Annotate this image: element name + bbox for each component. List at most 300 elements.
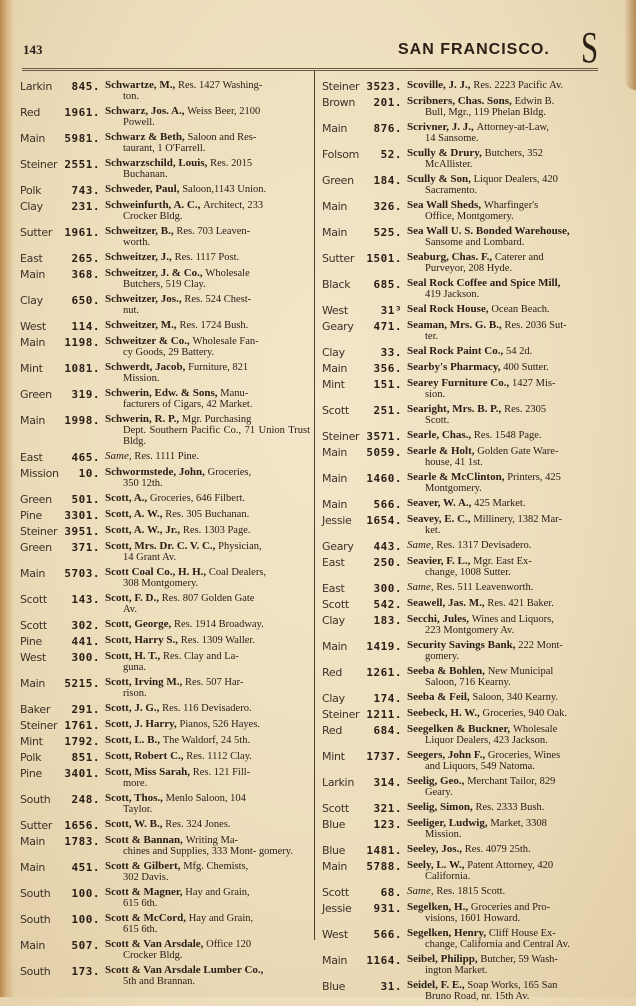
- exchange-name: Main: [322, 860, 348, 873]
- entry-body: [407, 902, 608, 924]
- listing-detail: Manu-: [220, 388, 249, 399]
- listing-name: Scott, Harry S.,: [105, 634, 179, 646]
- directory-entry: [20, 735, 310, 747]
- exchange-name: Main: [322, 200, 348, 213]
- exchange-name: Steiner: [20, 719, 58, 732]
- directory-entry: [20, 767, 310, 789]
- listing-detail: Res. 1317 Devisadero.: [436, 540, 532, 551]
- header-rule: [22, 68, 598, 71]
- entry-body: [407, 614, 608, 636]
- listing-name: Seebeck, H. W.,: [407, 707, 480, 719]
- listing-detail: Edwin B.: [514, 96, 555, 107]
- directory-entry: [322, 582, 608, 594]
- listing-continuation: 615 6th.: [123, 924, 158, 935]
- listing-detail: 1427 Mis-: [512, 378, 556, 389]
- directory-entry: [322, 226, 608, 248]
- entry-body: [105, 294, 310, 316]
- exchange-name: South: [20, 965, 51, 978]
- phone-number: 2551.: [64, 158, 100, 171]
- listing-detail: Res. 305 Buchanan.: [165, 509, 250, 520]
- entry-body: [407, 346, 608, 357]
- listing-continuation: Saloon, 716 Kearny.: [425, 677, 511, 688]
- entry-body: [105, 158, 310, 180]
- exchange-name: Polk: [20, 751, 42, 764]
- entry-body: [407, 200, 608, 222]
- exchange-name: Clay: [20, 200, 43, 213]
- entry-body: [407, 362, 608, 373]
- entry-body: [407, 692, 608, 703]
- listing-detail: 222 Mont-: [518, 640, 563, 651]
- listing-continuation: sion.: [425, 389, 446, 400]
- listing-name: Scott, Miss Sarah,: [105, 766, 190, 778]
- listing-continuation: chines and Supplies, 333 Mont- gomery.: [123, 846, 293, 857]
- directory-entry: [322, 346, 608, 358]
- phone-number: 291.: [71, 703, 100, 716]
- phone-number: 250.: [373, 556, 402, 569]
- exchange-name: Geary: [322, 320, 354, 333]
- directory-entry: [20, 819, 310, 831]
- phone-number: 123.: [373, 818, 402, 831]
- directory-entry: [322, 540, 608, 552]
- listing-continuation: 14 Grant Av.: [123, 552, 177, 563]
- entry-body: [407, 776, 608, 798]
- listing-detail: Wholesale: [512, 724, 558, 735]
- directory-entry: [20, 200, 310, 222]
- same-marker: Same,: [407, 539, 434, 551]
- listing-detail: Res. 1724 Bush.: [179, 320, 249, 331]
- left-column: [20, 80, 310, 991]
- phone-number: 174.: [373, 692, 402, 705]
- directory-entry: [20, 861, 310, 883]
- listing-detail: Res. 524 Chest-: [184, 294, 252, 305]
- listing-continuation: Montgomery.: [425, 483, 482, 494]
- exchange-name: East: [322, 582, 345, 595]
- entry-body: [105, 132, 310, 154]
- listing-detail: Res. Clay and La-: [162, 651, 239, 662]
- phone-number: 743.: [71, 184, 100, 197]
- directory-entry: [322, 844, 608, 856]
- phone-number: 1961.: [64, 226, 100, 239]
- phone-number: 33.: [380, 346, 402, 359]
- exchange-name: Main: [322, 954, 348, 967]
- exchange-name: Green: [20, 388, 52, 401]
- exchange-name: Mint: [20, 362, 43, 375]
- listing-name: Scott, A.,: [105, 492, 148, 504]
- entry-body: [407, 582, 608, 593]
- column-divider: [314, 71, 315, 940]
- entry-body: [105, 593, 310, 615]
- exchange-name: Blue: [322, 980, 346, 993]
- listing-name: Schweder, Paul,: [105, 183, 180, 195]
- listing-detail: Weiss Beer, 2100: [187, 106, 261, 117]
- phone-number: 321.: [373, 802, 402, 815]
- entry-body: [105, 735, 310, 746]
- listing-continuation: Liquor Dealers, 423 Jackson.: [425, 735, 548, 746]
- phone-number: 143.: [71, 593, 100, 606]
- entry-body: [407, 540, 608, 551]
- directory-entry: [20, 793, 310, 815]
- listing-detail: Wines and Liquors,: [471, 614, 554, 625]
- directory-entry: [20, 593, 310, 615]
- listing-name: Searle, Chas.,: [407, 429, 472, 441]
- listing-continuation: ington Market.: [425, 965, 488, 976]
- exchange-name: Main: [322, 122, 348, 135]
- listing-detail: Furniture, 821: [188, 362, 249, 373]
- phone-number: 52.: [380, 148, 402, 161]
- listing-name: Schwerin, Edw. & Sons,: [105, 387, 218, 399]
- entry-body: [407, 122, 608, 144]
- listing-continuation: change, 1008 Sutter.: [425, 567, 511, 578]
- listing-name: Seavey, E. C.,: [407, 513, 471, 525]
- listing-name: Scott, J. Harry,: [105, 718, 177, 730]
- listing-name: Scribners, Chas. Sons,: [407, 95, 512, 107]
- listing-detail: Pianos, 526 Hayes.: [179, 719, 261, 730]
- entry-body: [407, 378, 608, 400]
- directory-entry: [20, 541, 310, 563]
- directory-entry: [322, 724, 608, 746]
- listing-detail: Mgr. East Ex-: [473, 556, 532, 567]
- phone-number: 1164.: [366, 954, 402, 967]
- entry-body: [105, 913, 310, 935]
- listing-continuation: Butchers, 519 Clay.: [123, 279, 206, 290]
- exchange-name: West: [20, 320, 46, 333]
- directory-entry: [20, 677, 310, 699]
- listing-name: Schweitzer, J. & Co.,: [105, 267, 203, 279]
- phone-number: 300.: [373, 582, 402, 595]
- phone-number: 566.: [373, 498, 402, 511]
- listing-continuation: nut.: [123, 305, 140, 316]
- entry-body: [407, 252, 608, 274]
- directory-entry: [20, 835, 310, 857]
- listing-continuation: 5th and Brannan.: [123, 976, 196, 987]
- exchange-name: Main: [20, 861, 46, 874]
- listing-name: Scott, A. W., Jr.,: [105, 524, 181, 536]
- exchange-name: Steiner: [322, 430, 360, 443]
- phone-number: 173.: [71, 965, 100, 978]
- listing-continuation: Office, Montgomery.: [425, 211, 514, 222]
- listing-detail: Hay and Grain,: [188, 913, 254, 924]
- entry-body: [407, 96, 608, 118]
- page-header: [0, 23, 636, 72]
- phone-number: 1501.: [366, 252, 402, 265]
- entry-body: [105, 252, 310, 263]
- exchange-name: Clay: [322, 346, 345, 359]
- exchange-name: South: [20, 913, 51, 926]
- listing-detail: Groceries and Pro-: [470, 902, 551, 913]
- entry-body: [105, 388, 310, 410]
- listing-name: Schweitzer, M.,: [105, 319, 177, 331]
- phone-number: 3401.: [64, 767, 100, 780]
- entry-body: [407, 320, 608, 342]
- exchange-name: Main: [20, 268, 46, 281]
- listing-continuation: 302 Davis.: [123, 872, 169, 883]
- exchange-name: Red: [322, 724, 342, 737]
- entry-body: [105, 467, 310, 489]
- listing-name: Segelken, Henry,: [407, 927, 487, 939]
- listing-name: Scully & Son,: [407, 173, 471, 185]
- listing-name: Seegelken & Buckner,: [407, 723, 511, 735]
- phone-number: 356.: [373, 362, 402, 375]
- exchange-name: Main: [322, 498, 348, 511]
- phone-number: 845.: [71, 80, 100, 93]
- entry-body: [407, 498, 608, 509]
- listing-detail: The Waldorf, 24 5th.: [162, 735, 251, 746]
- directory-entry: [322, 692, 608, 704]
- entry-body: [105, 635, 310, 646]
- listing-continuation: ket.: [425, 525, 441, 536]
- directory-entry: [322, 430, 608, 442]
- listing-detail: Groceries, Wines: [487, 750, 561, 761]
- listing-detail: 425 Market.: [474, 498, 526, 509]
- entry-body: [105, 861, 310, 883]
- directory-entry: [322, 802, 608, 814]
- phone-number: 1998.: [64, 414, 100, 427]
- directory-entry: [322, 640, 608, 662]
- directory-entry: [20, 106, 310, 128]
- directory-entry: [20, 493, 310, 505]
- exchange-name: Scott: [20, 593, 47, 606]
- listing-name: Seelig, Simon,: [407, 801, 473, 813]
- exchange-name: Main: [20, 677, 46, 690]
- exchange-name: Jessie: [322, 514, 352, 527]
- exchange-name: Mint: [322, 378, 345, 391]
- phone-number: 5059.: [366, 446, 402, 459]
- directory-entry: [322, 514, 608, 536]
- listing-continuation: Sacramento.: [425, 185, 478, 196]
- phone-number: 3523.: [366, 80, 402, 93]
- listing-continuation: Purveyor, 208 Hyde.: [425, 263, 513, 274]
- listing-name: Searby's Pharmacy,: [407, 361, 501, 373]
- directory-entry: [20, 567, 310, 589]
- phone-number: 3951.: [64, 525, 100, 538]
- listing-detail: Wholesale Fan-: [192, 336, 259, 347]
- phone-number: 302.: [71, 619, 100, 632]
- entry-body: [105, 965, 310, 987]
- listing-detail: Res. 703 Leaven-: [176, 226, 251, 237]
- entry-body: [105, 80, 310, 102]
- listing-continuation: 615 6th.: [123, 898, 158, 909]
- listing-detail: Wharfinger's: [483, 200, 539, 211]
- phone-number: 566.: [373, 928, 402, 941]
- listing-name: Sea Wall U. S. Bonded Warehouse,: [407, 225, 570, 237]
- directory-entry: [322, 304, 608, 316]
- listing-detail: Attorney-at-Law,: [476, 122, 550, 133]
- entry-body: [407, 446, 608, 468]
- entry-body: [407, 844, 608, 855]
- listing-detail: Office 120: [206, 939, 252, 950]
- listing-detail: Res. 1112 Clay.: [186, 751, 252, 762]
- listing-continuation: Buchanan.: [123, 169, 168, 180]
- entry-body: [407, 598, 608, 609]
- exchange-name: East: [20, 252, 43, 265]
- entry-body: [407, 514, 608, 536]
- listing-name: Seaver, W. A.,: [407, 497, 472, 509]
- entry-body: [407, 928, 608, 950]
- listing-name: Seeley, Jos.,: [407, 843, 462, 855]
- exchange-name: Sutter: [20, 819, 53, 832]
- phone-number: 1211.: [366, 708, 402, 721]
- right-column: [322, 80, 608, 1006]
- entry-body: [105, 451, 310, 462]
- exchange-name: Green: [20, 493, 52, 506]
- listing-name: Seal Rock Coffee and Spice Mill,: [407, 277, 561, 289]
- exchange-name: Scott: [322, 598, 349, 611]
- same-marker: Same,: [407, 581, 434, 593]
- listing-name: Scott, W. B.,: [105, 818, 163, 830]
- directory-entry: [20, 965, 310, 987]
- listing-name: Seal Rock House,: [407, 303, 489, 315]
- listing-detail: Merchant Tailor, 829: [467, 776, 556, 787]
- directory-entry: [20, 388, 310, 410]
- entry-body: [407, 818, 608, 840]
- listing-name: Schweinfurth, A. C.,: [105, 199, 201, 211]
- phone-number: 100.: [71, 887, 100, 900]
- entry-body: [407, 278, 608, 300]
- listing-continuation: 350 12th.: [123, 478, 163, 489]
- phone-number: 184.: [373, 174, 402, 187]
- entry-body: [105, 525, 310, 536]
- entry-body: [407, 980, 608, 1002]
- exchange-name: Main: [20, 567, 46, 580]
- listing-continuation: facturers of Cigars, 42 Market.: [123, 399, 253, 410]
- listing-continuation: Mission.: [425, 829, 462, 840]
- entry-body: [407, 666, 608, 688]
- listing-detail: Res. 2333 Bush.: [475, 802, 545, 813]
- listing-continuation: Powell.: [123, 117, 155, 128]
- entry-body: [105, 887, 310, 909]
- entry-body: [407, 430, 608, 441]
- directory-entry: [322, 886, 608, 898]
- exchange-name: Main: [322, 640, 348, 653]
- exchange-name: Green: [322, 174, 354, 187]
- listing-detail: Coal Dealers,: [208, 567, 267, 578]
- listing-name: Schwarzschild, Louis,: [105, 157, 208, 169]
- phone-number: 684.: [373, 724, 402, 737]
- listing-name: Scrivner, J. J.,: [407, 121, 474, 133]
- exchange-name: East: [322, 556, 345, 569]
- listing-name: Scully & Drury,: [407, 147, 482, 159]
- listing-name: Schweitzer, J.,: [105, 251, 172, 263]
- exchange-name: Main: [322, 446, 348, 459]
- directory-entry: [322, 556, 608, 578]
- listing-detail: Groceries, 940 Oak.: [482, 708, 568, 719]
- entry-body: [407, 226, 608, 248]
- entry-body: [407, 472, 608, 494]
- listing-name: Schwerin, R. P.,: [105, 413, 180, 425]
- listing-name: Schwormstede, John,: [105, 466, 205, 478]
- listing-name: Seeba & Feil,: [407, 691, 470, 703]
- phone-number: 5788.: [366, 860, 402, 873]
- listing-continuation: house, 41 1st.: [425, 457, 483, 468]
- listing-continuation: Taylor.: [123, 804, 153, 815]
- phone-number: 501.: [71, 493, 100, 506]
- phone-number: 5981.: [64, 132, 100, 145]
- listing-detail: Printers, 425: [507, 472, 561, 483]
- listing-name: Scott Coal Co., H. H.,: [105, 566, 207, 578]
- phone-number: 1460.: [366, 472, 402, 485]
- directory-entry: [20, 158, 310, 180]
- phone-number: 1654.: [366, 514, 402, 527]
- exchange-name: Main: [20, 414, 46, 427]
- directory-entry: [20, 294, 310, 316]
- listing-detail: 400 Sutter.: [503, 362, 549, 373]
- exchange-name: Mint: [20, 735, 43, 748]
- entry-body: [407, 724, 608, 746]
- entry-body: [407, 640, 608, 662]
- entry-body: [407, 174, 608, 196]
- exchange-name: Pine: [20, 767, 42, 780]
- listing-name: Seaburg, Chas. F.,: [407, 251, 493, 263]
- phone-number: 507.: [71, 939, 100, 952]
- entry-body: [105, 703, 310, 714]
- page-number: 143: [23, 42, 43, 57]
- exchange-name: South: [20, 793, 51, 806]
- directory-entry: [322, 378, 608, 400]
- listing-continuation: visions, 1601 Howard.: [425, 913, 521, 924]
- phone-number: 326.: [373, 200, 402, 213]
- listing-detail: Saloon, 340 Kearny.: [472, 692, 559, 703]
- entry-body: [105, 493, 310, 504]
- listing-detail: Patent Attorney, 420: [467, 860, 554, 871]
- entry-body: [105, 939, 310, 961]
- entry-body: [105, 651, 310, 673]
- listing-name: Searle & McClinton,: [407, 471, 505, 483]
- listing-name: Scott, L. B.,: [105, 734, 160, 746]
- exchange-name: Main: [20, 336, 46, 349]
- phone-number: 31.: [380, 980, 402, 993]
- listing-detail: Res. 1427 Washing-: [178, 80, 263, 91]
- exchange-name: Scott: [322, 886, 349, 899]
- entry-body: [105, 200, 310, 222]
- listing-name: Schweitzer & Co.,: [105, 335, 190, 347]
- entry-body: [105, 719, 310, 730]
- phone-number: 201.: [373, 96, 402, 109]
- listing-name: Seibel, Philipp,: [407, 953, 478, 965]
- exchange-name: Scott: [20, 619, 47, 632]
- listing-detail: Liquor Dealers, 420: [473, 174, 558, 185]
- directory-entry: [20, 887, 310, 909]
- directory-entry: [20, 252, 310, 264]
- exchange-name: Scott: [322, 404, 349, 417]
- listing-continuation: 14 Sansome.: [425, 133, 479, 144]
- exchange-name: Larkin: [322, 776, 354, 789]
- listing-name: Scott & Van Arsdale,: [105, 938, 204, 950]
- directory-entry: [322, 750, 608, 772]
- directory-entry: [322, 278, 608, 300]
- directory-entry: [322, 498, 608, 510]
- listing-detail: Writing Ma-: [185, 835, 239, 846]
- phone-number: 5215.: [64, 677, 100, 690]
- listing-name: Scott, Thos.,: [105, 792, 163, 804]
- directory-entry: [20, 509, 310, 521]
- listing-detail: New Municipal: [487, 666, 554, 677]
- phone-number: 1419.: [366, 640, 402, 653]
- entry-body: [105, 226, 310, 248]
- phone-number: 471.: [373, 320, 402, 333]
- phone-number: 319.: [71, 388, 100, 401]
- listing-detail: Res. 807 Golden Gate: [161, 593, 255, 604]
- listing-name: Scott, J. G.,: [105, 702, 160, 714]
- listing-detail: Soap Works, 165 San: [467, 980, 558, 991]
- listing-continuation: Geary.: [425, 787, 453, 798]
- listing-detail: Golden Gate Ware-: [477, 446, 559, 457]
- listing-name: Scott, Mrs. Dr. C. V. C.,: [105, 540, 216, 552]
- directory-entry: [322, 252, 608, 274]
- listing-detail: Res. 121 Fill-: [192, 767, 251, 778]
- exchange-name: Steiner: [322, 80, 360, 93]
- directory-entry: [20, 184, 310, 196]
- phone-number: 114.: [71, 320, 100, 333]
